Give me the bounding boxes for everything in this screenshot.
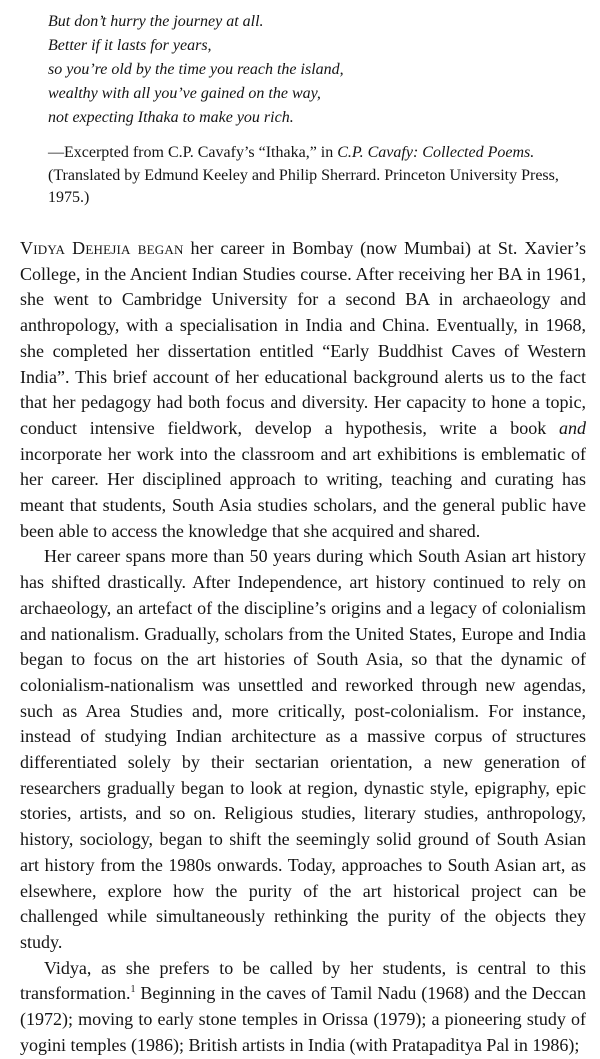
epigraph-line: so you’re old by the time you reach the island, — [48, 61, 344, 78]
opening-smallcaps: Vidya Dehejia began — [20, 238, 184, 258]
citation-details: (Translated by Edmund Keeley and Philip Sherrard. Princeton University Press, 1975.) — [48, 166, 559, 206]
citation-prefix: —Excerpted from C.P. Cavafy’s “Ithaka,” in — [48, 144, 338, 161]
epigraph-line: Better if it lasts for years, — [48, 37, 212, 54]
paragraph-3 — [20, 956, 586, 1059]
epigraph-poem — [48, 10, 344, 130]
paragraph-1-text-cont: incorporate her work into the classroom and art exhibitions is emblematic of her career. Her disciplined approach to writing, teaching and curating has meant that students, South Asia studies scholars, and the general public have been able to access the knowledge that she acquired and shared. — [20, 443, 586, 541]
footnote-reference[interactable]: 1 — [130, 984, 136, 996]
paragraph-3-text: Vidya, as she prefers to be called by her students, is central to this transformation. — [20, 957, 586, 1004]
epigraph-line: wealthy with all you’ve gained on the way, — [48, 85, 321, 102]
paragraph-3-text-cont: Beginning in the caves of Tamil Nadu (1968) and the Deccan (1972); moving to early stone temples in Orissa (1979); a pioneering study of yogini temples (1986); British artists in India (with Pratapaditya Pal in 1986); — [20, 983, 586, 1055]
paragraph-1 — [20, 236, 586, 544]
citation-book-title: C.P. Cavafy: Collected Poems. — [337, 144, 535, 161]
epigraph-line: But don’t hurry the journey at all. — [48, 13, 264, 30]
paragraph-1-text: her career in Bombay (now Mumbai) at St. Xavier’s College, in the Ancient Indian Studies course. After receiving her BA in 1961, she went to Cambridge University for a second BA in archaeology and anthropology, with a specialisation in India and China. Eventually, in 1968, she completed her dissertation entitled “Early Buddhist Caves of Western India”. This brief account of her educational background alerts us to the fact that her pedagogy had both focus and diversity. Her capacity to hone a topic, conduct intensive fieldwork, develop a hypothesis, write a book — [20, 238, 586, 438]
citation-line — [48, 142, 600, 165]
paragraph-2: Her career spans more than 50 years during which South Asian art history has shifted drastically. After Independence, art history continued to rely on archaeology, an artefact of the discipline’s origins and a legacy of colonialism and nationalism. Gradually, scholars from the United States, Europe and India began to focus on the art histories of South Asia, so that the dynamic of colonialism-nationalism was unsettled and reworked through new agendas, such as Area Studies and, more critically, post-colonialism. For instance, instead of studying Indian architecture as a massive corpus of structures differentiated solely by their sectarian orientation, a new generation of researchers gradually began to look at region, dynastic style, epigraphy, epic stories, artists, and so on. Religious studies, literary studies, anthropology, history, sociology, began to shift the seemingly solid ground of South Asian art history from the 1980s onwards. Today, approaches to South Asian art, as elsewhere, explore how the purity of the art historical project can be challenged while simultaneously rethinking the purity of the objects they study. — [20, 546, 586, 952]
epigraph-line: not expecting Ithaka to make you rich. — [48, 109, 294, 126]
body-text — [20, 236, 586, 1059]
emphasis-and: and — [559, 417, 586, 438]
epigraph-citation — [48, 142, 600, 210]
